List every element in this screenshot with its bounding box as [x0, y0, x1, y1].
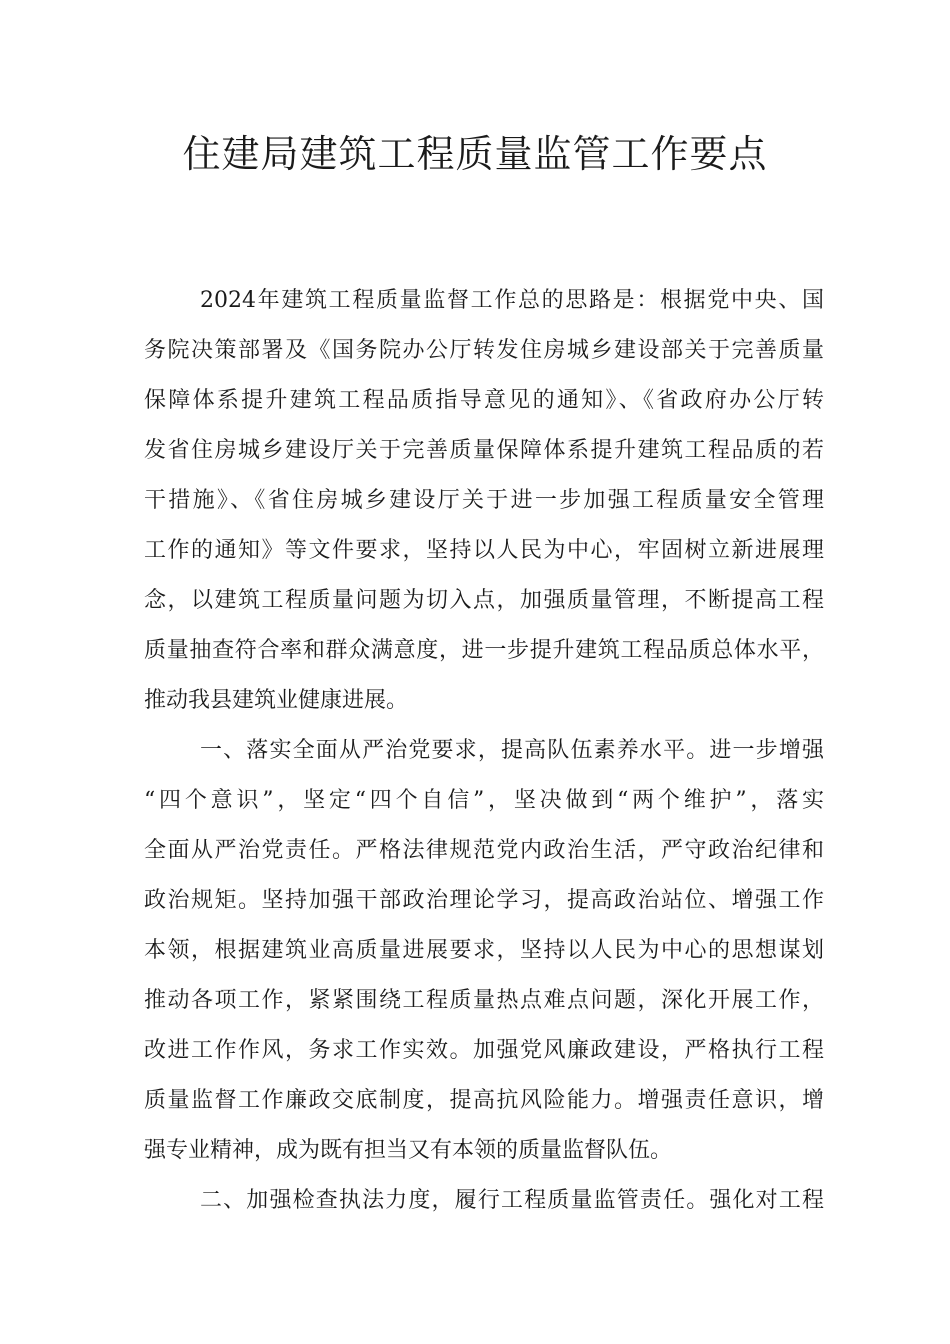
paragraph-1-line-2: 务院决策部署及《国务院办公厅转发住房城乡建设部关于完善质量 — [144, 338, 824, 363]
paragraph-2-line-4: 政治规矩。坚持加强干部政治理论学习，提高政治站位、增强工作 — [144, 888, 824, 913]
paragraph-2-line-9: 强专业精神，成为既有担当又有本领的质量监督队伍。 — [144, 1138, 673, 1163]
paragraph-3-line-1: 二、加强检查执法力度，履行工程质量监管责任。强化对工程 — [200, 1188, 824, 1213]
paragraph-1-line-1: 2024年建筑工程质量监督工作总的思路是：根据党中央、国 — [200, 288, 824, 313]
paragraph-1-line-6: 工作的通知》等文件要求，坚持以人民为中心，牢固树立新进展理 — [144, 538, 824, 563]
paragraph-1-line-5: 干措施》、《省住房城乡建设厅关于进一步加强工程质量安全管理 — [144, 488, 824, 513]
document-title: 住建局建筑工程质量监管工作要点 — [182, 132, 768, 176]
paragraph-1-line-7: 念，以建筑工程质量问题为切入点，加强质量管理，不断提高工程 — [144, 588, 824, 613]
paragraph-1-line-4: 发省住房城乡建设厅关于完善质量保障体系提升建筑工程品质的若 — [144, 438, 824, 463]
paragraph-1-line-8: 质量抽查符合率和群众满意度，进一步提升建筑工程品质总体水平， — [144, 638, 824, 663]
paragraph-1-line-3: 保障体系提升建筑工程品质指导意见的通知》、《省政府办公厅转 — [144, 388, 824, 413]
paragraph-2-line-8: 质量监督工作廉政交底制度，提高抗风险能力。增强责任意识，增 — [144, 1088, 824, 1113]
paragraph-2-line-1: 一、落实全面从严治党要求，提高队伍素养水平。进一步增强 — [200, 738, 824, 763]
paragraph-2-line-5: 本领，根据建筑业高质量进展要求，坚持以人民为中心的思想谋划 — [144, 938, 824, 963]
paragraph-2-line-3: 全面从严治党责任。严格法律规范党内政治生活，严守政治纪律和 — [144, 838, 824, 863]
paragraph-2-line-6: 推动各项工作，紧紧围绕工程质量热点难点问题，深化开展工作， — [144, 988, 824, 1013]
paragraph-2-line-2: “四个意识”，坚定“四个自信”，坚决做到“两个维护”，落实 — [144, 788, 824, 813]
paragraph-2-line-7: 改进工作作风，务求工作实效。加强党风廉政建设，严格执行工程 — [144, 1038, 824, 1063]
paragraph-1-line-9: 推动我县建筑业健康进展。 — [144, 688, 409, 713]
